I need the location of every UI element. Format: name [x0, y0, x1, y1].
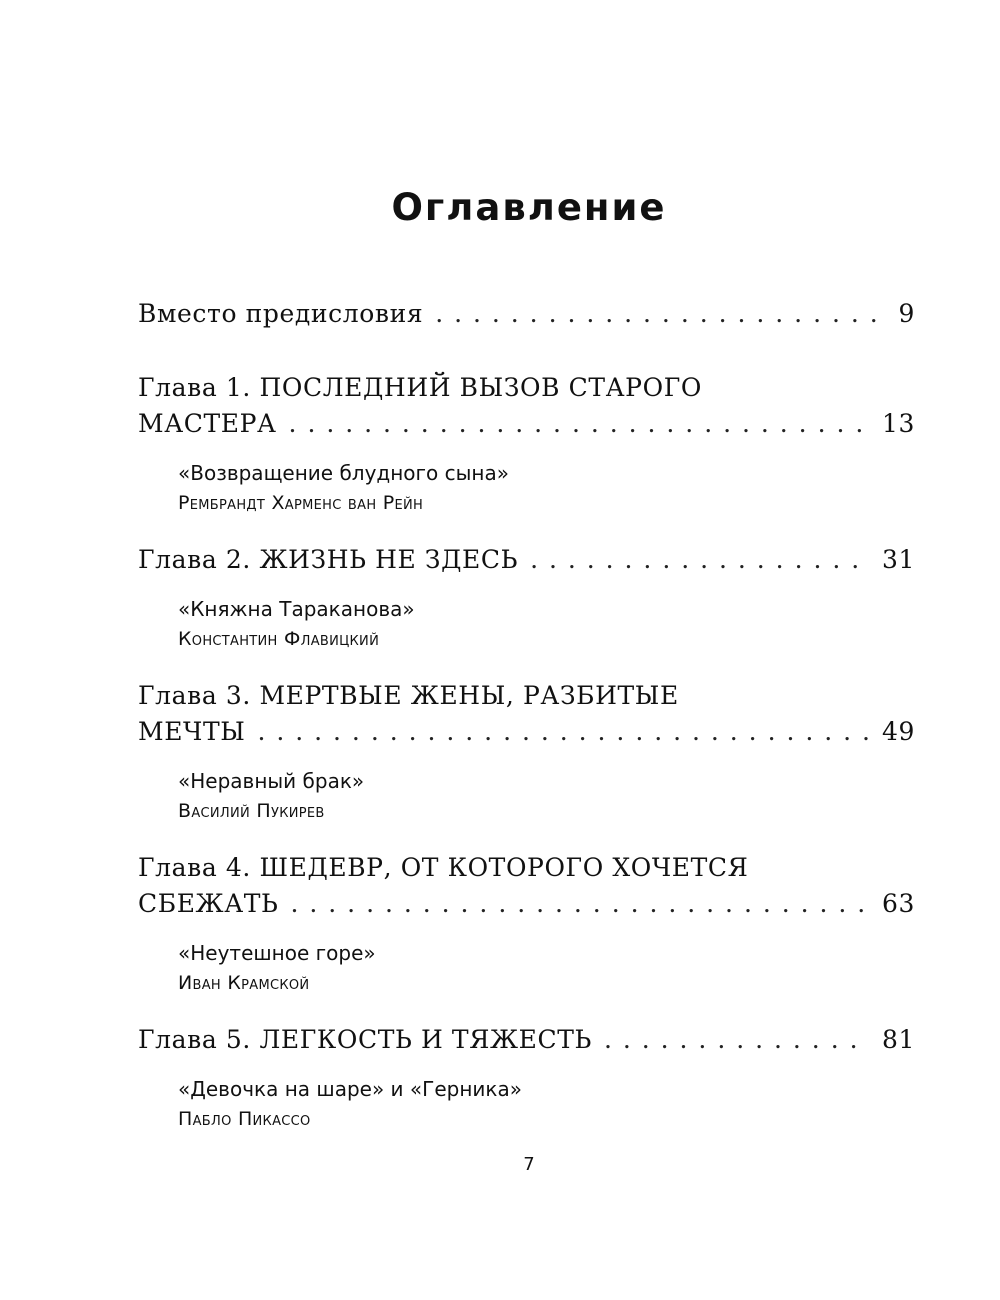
chapter-title-line: Глава 2. ЖИЗНЬ НЕ ЗДЕСЬ — [138, 545, 519, 574]
dot-leader — [257, 714, 870, 750]
chapter-subtitle — [178, 594, 915, 654]
chapter-title-line: Глава 4. ШЕДЕВР, ОТ КОТОРОГО ХОЧЕТСЯ — [138, 853, 749, 882]
toc-entry-row — [138, 714, 915, 750]
dot-leader — [530, 542, 870, 578]
artist-name: Иван Крамской — [178, 972, 310, 994]
page-title: Оглавление — [391, 186, 667, 229]
chapter-title-line: МАСТЕРА — [138, 409, 277, 438]
dot-leader — [291, 886, 870, 922]
chapter-subtitle — [178, 938, 915, 998]
painting-title: «Неутешное горе» — [178, 941, 376, 965]
toc-entry-row — [138, 296, 915, 332]
chapter-title-line: Глава 1. ПОСЛЕДНИЙ ВЫЗОВ СТАРОГО — [138, 373, 702, 402]
painting-title: «Девочка на шаре» и «Герника» — [178, 1077, 522, 1101]
toc-page-number: 63 — [881, 889, 915, 918]
dot-leader — [289, 406, 870, 442]
toc-entry-chapter-1[interactable] — [138, 370, 915, 442]
chapter-title-line: Глава 3. МЕРТВЫЕ ЖЕНЫ, РАЗБИТЫЕ — [138, 681, 679, 710]
artist-name: Пабло Пикассо — [178, 1108, 311, 1130]
artist-name: Константин Флавицкий — [178, 628, 380, 650]
page-number: 7 — [523, 1154, 535, 1175]
chapter-subtitle — [178, 1074, 915, 1134]
chapter-subtitle — [178, 458, 915, 518]
toc-entry-chapter-2[interactable] — [138, 542, 915, 578]
toc-entry-title: Вместо предисловия — [138, 299, 424, 328]
toc-entry-foreword[interactable] — [138, 296, 915, 332]
toc-entry-row — [138, 406, 915, 442]
artist-name: Рембрандт Харменс ван Рейн — [178, 492, 424, 514]
toc-entry-chapter-4[interactable] — [138, 850, 915, 922]
table-of-contents — [138, 296, 915, 1134]
toc-entry-chapter-3[interactable] — [138, 678, 915, 750]
toc-page-number: 31 — [881, 545, 915, 574]
toc-entry-row — [138, 542, 915, 578]
toc-entry-row — [138, 886, 915, 922]
toc-entry-chapter-5[interactable] — [138, 1022, 915, 1058]
dot-leader — [604, 1022, 870, 1058]
toc-page-number: 9 — [898, 299, 915, 328]
painting-title: «Возвращение блудного сына» — [178, 461, 509, 485]
toc-entry-row — [138, 1022, 915, 1058]
painting-title: «Княжна Тараканова» — [178, 597, 415, 621]
toc-page-number: 13 — [881, 409, 915, 438]
chapter-title-line: МЕЧТЫ — [138, 717, 246, 746]
chapter-title-line: СБЕЖАТЬ — [138, 889, 279, 918]
toc-page-number: 81 — [881, 1025, 915, 1054]
artist-name: Василий Пукирев — [178, 800, 325, 822]
painting-title: «Неравный брак» — [178, 769, 365, 793]
chapter-subtitle — [178, 766, 915, 826]
toc-page-number: 49 — [881, 717, 915, 746]
chapter-title-line: Глава 5. ЛЕГКОСТЬ И ТЯЖЕСТЬ — [138, 1025, 592, 1054]
dot-leader — [435, 296, 886, 332]
